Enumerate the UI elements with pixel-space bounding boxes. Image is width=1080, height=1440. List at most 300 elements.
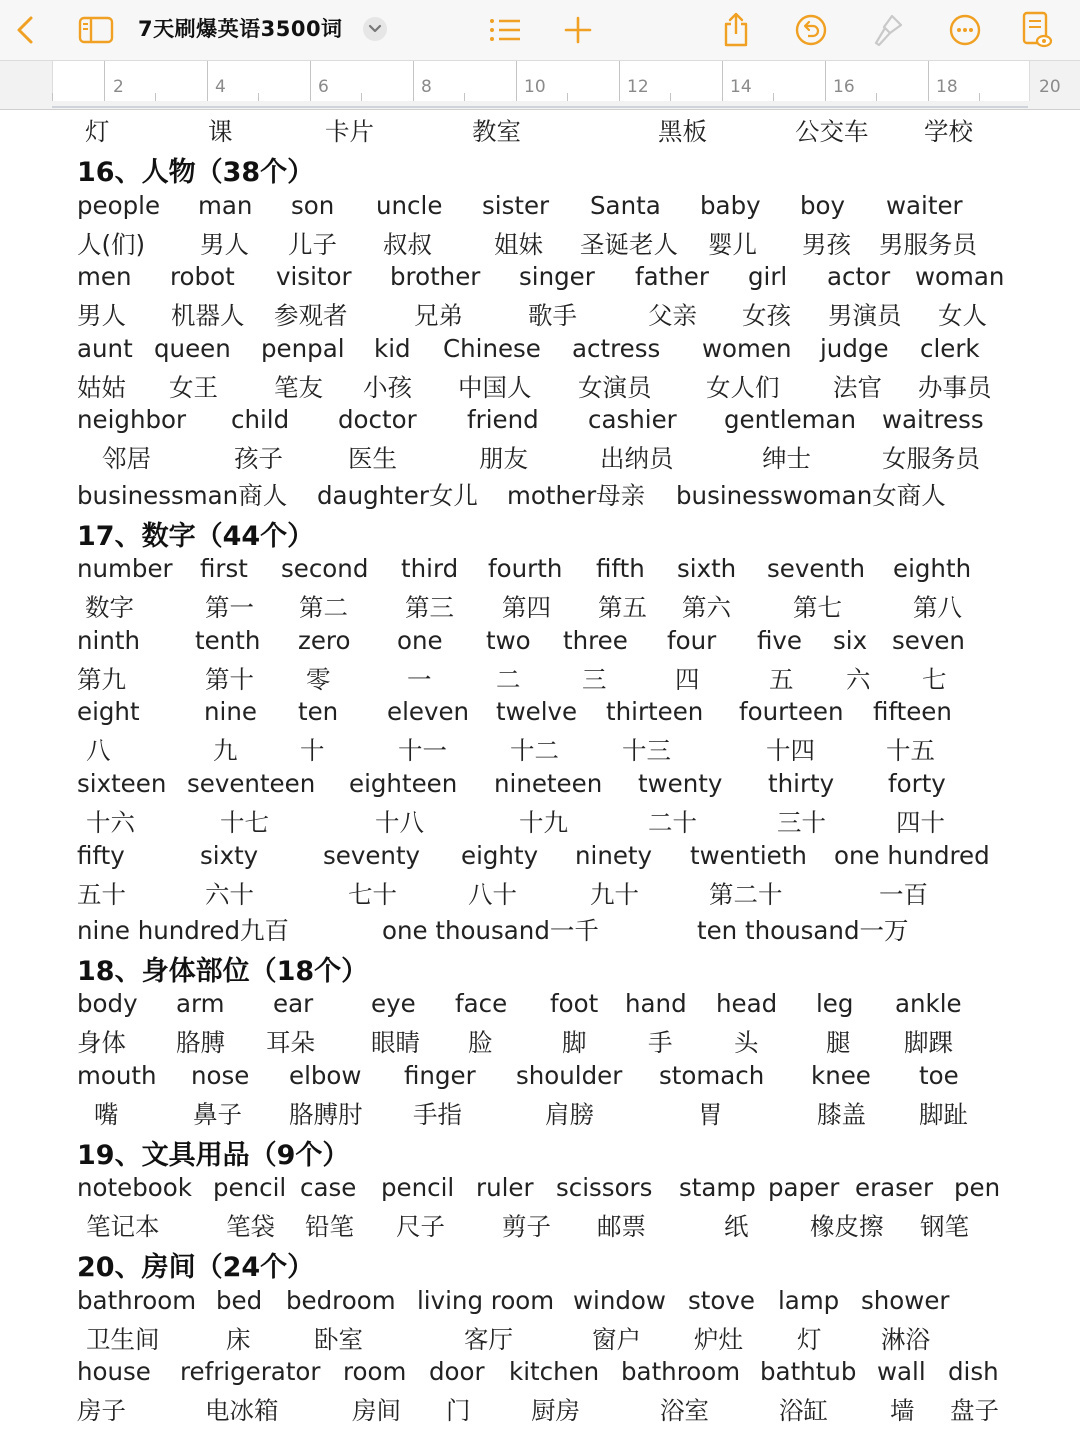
vocab-word: eye xyxy=(371,989,416,1018)
vocab-word: daughter女儿 xyxy=(317,481,478,510)
vocab-word: 墙 xyxy=(890,1396,915,1425)
vocab-word: people xyxy=(77,191,161,220)
vocab-word: man xyxy=(198,191,253,220)
vocab-word: 一百 xyxy=(879,880,928,909)
ruler-tick xyxy=(413,61,414,101)
vocab-word: 笔友 xyxy=(274,373,323,402)
vocab-word: 女王 xyxy=(169,373,218,402)
list-icon[interactable] xyxy=(483,8,527,52)
vocab-word: forty xyxy=(888,769,946,798)
vocab-word: 十三 xyxy=(622,736,671,765)
vocab-word: paper xyxy=(768,1173,840,1202)
ruler[interactable] xyxy=(0,60,1080,110)
vocab-word: tenth xyxy=(195,626,261,655)
vocab-word: ninth xyxy=(77,626,140,655)
vocab-word: neighbor xyxy=(77,405,187,434)
vocab-word: 房间 xyxy=(352,1396,401,1425)
back-icon[interactable] xyxy=(4,8,48,52)
vocab-word: 电冰箱 xyxy=(205,1396,279,1425)
vocab-word: 十九 xyxy=(519,808,568,837)
vocab-word: 绅士 xyxy=(762,444,811,473)
vocab-word: 钢笔 xyxy=(920,1212,969,1241)
vocab-line xyxy=(0,113,1080,147)
vocab-word: stove xyxy=(688,1286,755,1315)
undo-icon[interactable] xyxy=(789,8,833,52)
vocab-word: father xyxy=(635,262,709,291)
vocab-word: Santa xyxy=(590,191,661,220)
vocab-word: toe xyxy=(919,1061,959,1090)
vocab-word: notebook xyxy=(77,1173,192,1202)
vocab-word: 八十 xyxy=(468,880,517,909)
vocab-word: nose xyxy=(191,1061,250,1090)
vocab-word: head xyxy=(716,989,778,1018)
ruler-tick xyxy=(619,61,620,101)
share-icon[interactable] xyxy=(714,8,758,52)
vocab-word: 浴室 xyxy=(660,1396,709,1425)
ruler-tick xyxy=(104,61,105,101)
vocab-word: 四十 xyxy=(896,808,945,837)
ruler-label: 6 xyxy=(318,77,329,97)
ruler-tick xyxy=(207,61,208,101)
vocab-line xyxy=(0,297,1080,331)
vocab-line xyxy=(0,1357,1080,1391)
vocab-word: 五十 xyxy=(77,880,126,909)
vocab-word: zero xyxy=(298,626,351,655)
vocab-word: 邮票 xyxy=(597,1212,646,1241)
ruler-tick xyxy=(464,93,465,101)
vocab-word: 第七 xyxy=(793,593,842,622)
vocab-word: 参观者 xyxy=(274,301,348,330)
vocab-word: 灯 xyxy=(85,117,110,146)
vocab-word: 零 xyxy=(306,665,331,694)
vocab-word: 女孩 xyxy=(742,301,791,330)
vocab-word: 学校 xyxy=(924,117,973,146)
vocab-word: 门 xyxy=(446,1396,471,1425)
ruler-label: 14 xyxy=(730,77,752,97)
vocab-word: 灯 xyxy=(797,1325,822,1354)
vocab-word: 嘴 xyxy=(94,1100,119,1129)
vocab-word: 卫生间 xyxy=(86,1325,160,1354)
vocab-word: 十四 xyxy=(766,736,815,765)
ruler-tick xyxy=(155,93,156,101)
vocab-word: 脚 xyxy=(562,1028,587,1057)
vocab-word: 十七 xyxy=(220,808,269,837)
vocab-word: six xyxy=(833,626,868,655)
vocab-word: ankle xyxy=(895,989,962,1018)
vocab-word: ruler xyxy=(476,1173,534,1202)
vocab-word: son xyxy=(291,191,335,220)
vocab-word: 鼻子 xyxy=(193,1100,242,1129)
vocab-word: 房子 xyxy=(77,1396,126,1425)
vocab-word: 出纳员 xyxy=(600,444,674,473)
vocab-word: one thousand一千 xyxy=(382,916,599,945)
vocab-word: 笔记本 xyxy=(86,1212,160,1241)
vocab-line xyxy=(0,1286,1080,1320)
vocab-line xyxy=(0,554,1080,588)
vocab-word: 炉灶 xyxy=(694,1325,743,1354)
vocab-word: refrigerator xyxy=(180,1357,321,1386)
vocab-word: 第九 xyxy=(77,665,126,694)
vocab-word: bathtub xyxy=(760,1357,857,1386)
vocab-word: 剪子 xyxy=(502,1212,551,1241)
vocab-word: case xyxy=(300,1173,357,1202)
vocab-word: 男人 xyxy=(77,301,126,330)
vocab-word: 七十 xyxy=(348,880,397,909)
vocab-line xyxy=(0,1024,1080,1058)
vocab-word: mouth xyxy=(77,1061,157,1090)
vocab-word: nine hundred九百 xyxy=(77,916,290,945)
vocab-word: 中国人 xyxy=(458,373,532,402)
vocab-word: third xyxy=(401,554,459,583)
vocab-line xyxy=(0,912,1080,946)
vocab-line xyxy=(0,440,1080,474)
ruler-tick xyxy=(567,93,568,101)
vocab-word: eleven xyxy=(387,697,470,726)
vocab-word: 二十 xyxy=(648,808,697,837)
vocab-word: 男孩 xyxy=(802,230,851,259)
vocab-word: eraser xyxy=(855,1173,934,1202)
vocab-word: thirty xyxy=(768,769,835,798)
vocab-line xyxy=(0,1392,1080,1426)
toolbar xyxy=(0,0,1080,60)
vocab-word: 三十 xyxy=(777,808,826,837)
vocab-word: 机器人 xyxy=(171,301,245,330)
vocab-word: 朋友 xyxy=(479,444,528,473)
vocab-word: 膝盖 xyxy=(817,1100,866,1129)
vocab-word: 脚踝 xyxy=(904,1028,953,1057)
vocab-word: mother母亲 xyxy=(507,481,646,510)
vocab-word: eighty xyxy=(461,841,539,870)
vocab-word: 黑板 xyxy=(658,117,707,146)
vocab-word: stamp xyxy=(679,1173,756,1202)
vocab-word: window xyxy=(573,1286,666,1315)
vocab-word: elbow xyxy=(289,1061,362,1090)
vocab-word: 胳膊肘 xyxy=(289,1100,363,1129)
vocab-line xyxy=(0,405,1080,439)
vocab-word: child xyxy=(231,405,290,434)
vocab-line xyxy=(0,226,1080,260)
vocab-word: living room xyxy=(417,1286,555,1315)
vocab-word: leg xyxy=(816,989,854,1018)
vocab-word: 八 xyxy=(86,736,111,765)
vocab-word: 十一 xyxy=(398,736,447,765)
vocab-word: fifth xyxy=(596,554,645,583)
vocab-word: 卧室 xyxy=(314,1325,363,1354)
ruler-tick xyxy=(773,93,774,101)
vocab-word: bathroom xyxy=(621,1357,741,1386)
vocab-word: kitchen xyxy=(509,1357,600,1386)
vocab-word: fourth xyxy=(488,554,563,583)
vocab-word: 橡皮擦 xyxy=(810,1212,884,1241)
section-heading: 19、文具用品（9个） xyxy=(77,1140,350,1171)
vocab-word: 一 xyxy=(407,665,432,694)
vocab-word: ten thousand一万 xyxy=(697,916,909,945)
chevron-down-icon[interactable] xyxy=(363,17,387,41)
vocab-word: knee xyxy=(811,1061,871,1090)
vocab-word: thirteen xyxy=(606,697,704,726)
vocab-word: pencil xyxy=(213,1173,287,1202)
vocab-word: 头 xyxy=(734,1028,759,1057)
vocab-word: shower xyxy=(861,1286,950,1315)
vocab-word: twelve xyxy=(496,697,578,726)
vocab-word: aunt xyxy=(77,334,133,363)
vocab-word: 第二 xyxy=(299,593,348,622)
vocab-line xyxy=(0,732,1080,766)
vocab-word: men xyxy=(77,262,132,291)
vocab-word: 女人们 xyxy=(706,373,780,402)
section-heading: 20、房间（24个） xyxy=(77,1252,315,1283)
vocab-word: shoulder xyxy=(516,1061,623,1090)
vocab-word: 二 xyxy=(496,665,521,694)
ruler-label: 12 xyxy=(627,77,649,97)
vocab-word: judge xyxy=(820,334,889,363)
vocab-word: 肩膀 xyxy=(545,1100,594,1129)
vocab-word: uncle xyxy=(376,191,443,220)
vocab-word: 九十 xyxy=(590,880,639,909)
ruler-tick xyxy=(979,93,980,101)
vocab-word: 男服务员 xyxy=(879,230,977,259)
section-heading: 17、数字（44个） xyxy=(77,521,315,552)
document-title[interactable]: 7天刷爆英语3500词 xyxy=(138,17,343,41)
vocab-word: wall xyxy=(877,1357,926,1386)
vocab-word: face xyxy=(455,989,508,1018)
vocab-word: 五 xyxy=(769,665,794,694)
vocab-word: ninety xyxy=(575,841,653,870)
vocab-word: bathroom xyxy=(77,1286,197,1315)
vocab-line xyxy=(0,262,1080,296)
vocab-word: number xyxy=(77,554,173,583)
vocab-line xyxy=(0,1208,1080,1242)
vocab-word: two xyxy=(486,626,531,655)
vocab-word: 六十 xyxy=(205,880,254,909)
vocab-word: nine xyxy=(204,697,257,726)
vocab-word: seventy xyxy=(323,841,421,870)
vocab-word: 四 xyxy=(675,665,700,694)
vocab-word: cashier xyxy=(588,405,677,434)
vocab-word: ten xyxy=(298,697,339,726)
vocab-word: fourteen xyxy=(739,697,844,726)
vocab-word: sixteen xyxy=(77,769,167,798)
vocab-word: Chinese xyxy=(443,334,541,363)
vocab-word: one hundred xyxy=(834,841,990,870)
vocab-word: 六 xyxy=(846,665,871,694)
vocab-word: boy xyxy=(800,191,846,220)
vocab-word: 九 xyxy=(213,736,238,765)
more-icon[interactable] xyxy=(943,8,987,52)
vocab-word: finger xyxy=(404,1061,476,1090)
vocab-word: 脚趾 xyxy=(919,1100,968,1129)
vocab-word: 浴缸 xyxy=(779,1396,828,1425)
vocab-word: sixty xyxy=(200,841,259,870)
vocab-line xyxy=(0,191,1080,225)
vocab-word: 手 xyxy=(648,1028,673,1057)
vocab-word: house xyxy=(77,1357,151,1386)
ruler-label: 8 xyxy=(421,77,432,97)
vocab-word: hand xyxy=(625,989,687,1018)
vocab-word: 孩子 xyxy=(234,444,283,473)
vocab-word: 笔袋 xyxy=(226,1212,275,1241)
vocab-word: baby xyxy=(700,191,761,220)
vocab-line xyxy=(0,1096,1080,1130)
vocab-word: visitor xyxy=(276,262,352,291)
vocab-word: 姑姑 xyxy=(77,373,126,402)
vocab-word: eighteen xyxy=(349,769,458,798)
vocab-word: sixth xyxy=(677,554,737,583)
vocab-word: four xyxy=(667,626,717,655)
vocab-word: 十二 xyxy=(510,736,559,765)
vocab-word: businessman商人 xyxy=(77,481,288,510)
vocab-word: 第三 xyxy=(405,593,454,622)
vocab-word: actor xyxy=(827,262,891,291)
vocab-word: 数字 xyxy=(85,593,134,622)
reader-icon[interactable] xyxy=(1015,8,1059,52)
ruler-tick xyxy=(876,93,877,101)
vocab-word: scissors xyxy=(556,1173,653,1202)
vocab-word: dish xyxy=(948,1357,999,1386)
ruler-tick xyxy=(310,61,311,101)
vocab-word: 手指 xyxy=(413,1100,462,1129)
vocab-word: 淋浴 xyxy=(881,1325,930,1354)
vocab-word: 叔叔 xyxy=(383,230,432,259)
ruler-tick xyxy=(670,93,671,101)
vocab-word: 邻居 xyxy=(102,444,151,473)
vocab-word: 法官 xyxy=(833,373,882,402)
sidebar-icon[interactable] xyxy=(74,8,118,52)
vocab-word: 第四 xyxy=(502,593,551,622)
ruler-label: 16 xyxy=(833,77,855,97)
vocab-line xyxy=(0,661,1080,695)
vocab-word: 铅笔 xyxy=(305,1212,354,1241)
vocab-word: 胃 xyxy=(698,1100,723,1129)
vocab-word: 女演员 xyxy=(578,373,652,402)
section-heading: 18、身体部位（18个） xyxy=(77,956,369,987)
vocab-word: 十 xyxy=(300,736,325,765)
vocab-word: 第二十 xyxy=(709,880,783,909)
vocab-word: 小孩 xyxy=(363,373,412,402)
paintbrush-icon[interactable] xyxy=(866,8,910,52)
vocab-word: seventeen xyxy=(187,769,316,798)
vocab-word: seventh xyxy=(767,554,866,583)
vocab-word: eighth xyxy=(893,554,972,583)
vocab-word: 第五 xyxy=(598,593,647,622)
vocab-word: seven xyxy=(892,626,965,655)
vocab-line xyxy=(0,334,1080,368)
vocab-word: twentieth xyxy=(690,841,807,870)
vocab-word: 男演员 xyxy=(828,301,902,330)
vocab-word: robot xyxy=(170,262,235,291)
ruler-label: 4 xyxy=(215,77,226,97)
vocab-word: 第八 xyxy=(913,593,962,622)
vocab-word: ear xyxy=(273,989,314,1018)
vocab-word: 课 xyxy=(208,117,233,146)
vocab-word: three xyxy=(563,626,628,655)
vocab-word: 办事员 xyxy=(918,373,992,402)
vocab-word: 男人 xyxy=(200,230,249,259)
vocab-line xyxy=(0,589,1080,623)
vocab-word: first xyxy=(200,554,248,583)
vocab-word: 十五 xyxy=(886,736,935,765)
vocab-word: women xyxy=(702,334,792,363)
vocab-word: bed xyxy=(216,1286,263,1315)
vocab-word: 身体 xyxy=(77,1028,126,1057)
plus-icon[interactable] xyxy=(556,8,600,52)
ruler-tick xyxy=(722,61,723,101)
vocab-word: girl xyxy=(748,262,788,291)
vocab-word: 眼睛 xyxy=(371,1028,420,1057)
vocab-line xyxy=(0,697,1080,731)
vocab-word: pen xyxy=(954,1173,1001,1202)
vocab-word: doctor xyxy=(338,405,417,434)
vocab-word: 盘子 xyxy=(950,1396,999,1425)
vocab-line xyxy=(0,989,1080,1023)
vocab-word: 公交车 xyxy=(795,117,869,146)
ruler-tick xyxy=(258,93,259,101)
vocab-line xyxy=(0,1061,1080,1095)
ruler-tick xyxy=(52,93,53,101)
vocab-word: 第一 xyxy=(205,593,254,622)
vocab-word: 纸 xyxy=(724,1212,749,1241)
vocab-word: second xyxy=(281,554,369,583)
vocab-word: 耳朵 xyxy=(266,1028,315,1057)
vocab-word: arm xyxy=(176,989,225,1018)
vocab-word: 婴儿 xyxy=(708,230,757,259)
vocab-word: businesswoman女商人 xyxy=(676,481,946,510)
vocab-word: 卡片 xyxy=(325,117,374,146)
vocab-word: 女服务员 xyxy=(882,444,980,473)
vocab-word: stomach xyxy=(659,1061,765,1090)
vocab-word: 父亲 xyxy=(648,301,697,330)
vocab-word: foot xyxy=(550,989,599,1018)
vocab-line xyxy=(0,369,1080,403)
vocab-word: five xyxy=(757,626,803,655)
vocab-line xyxy=(0,804,1080,838)
vocab-line xyxy=(0,1321,1080,1355)
vocab-word: one xyxy=(397,626,443,655)
ruler-tick xyxy=(516,61,517,101)
ruler-tick xyxy=(825,61,826,101)
vocab-word: 姐妹 xyxy=(494,230,543,259)
document-body[interactable] xyxy=(0,108,1080,1425)
vocab-word: brother xyxy=(390,262,481,291)
vocab-word: 窗户 xyxy=(592,1325,641,1354)
vocab-word: bedroom xyxy=(286,1286,396,1315)
ruler-tick xyxy=(928,61,929,101)
vocab-word: eight xyxy=(77,697,140,726)
vocab-word: 十六 xyxy=(86,808,135,837)
vocab-word: 教室 xyxy=(472,117,521,146)
ruler-label: 18 xyxy=(936,77,958,97)
vocab-word: penpal xyxy=(261,334,345,363)
vocab-word: lamp xyxy=(778,1286,840,1315)
vocab-line xyxy=(0,1173,1080,1207)
vocab-word: 歌手 xyxy=(528,301,577,330)
vocab-word: queen xyxy=(154,334,231,363)
vocab-word: 儿子 xyxy=(288,230,337,259)
vocab-word: 胳膊 xyxy=(176,1028,225,1057)
vocab-word: 十八 xyxy=(375,808,424,837)
vocab-word: 兄弟 xyxy=(414,301,463,330)
vocab-word: fifty xyxy=(77,841,125,870)
vocab-word: 第十 xyxy=(205,665,254,694)
vocab-word: room xyxy=(343,1357,407,1386)
vocab-word: 圣诞老人 xyxy=(580,230,678,259)
vocab-word: clerk xyxy=(920,334,980,363)
vocab-word: 床 xyxy=(226,1325,251,1354)
vocab-word: 女人 xyxy=(938,301,987,330)
vocab-word: waiter xyxy=(886,191,963,220)
vocab-word: 第六 xyxy=(682,593,731,622)
vocab-line xyxy=(0,477,1080,511)
